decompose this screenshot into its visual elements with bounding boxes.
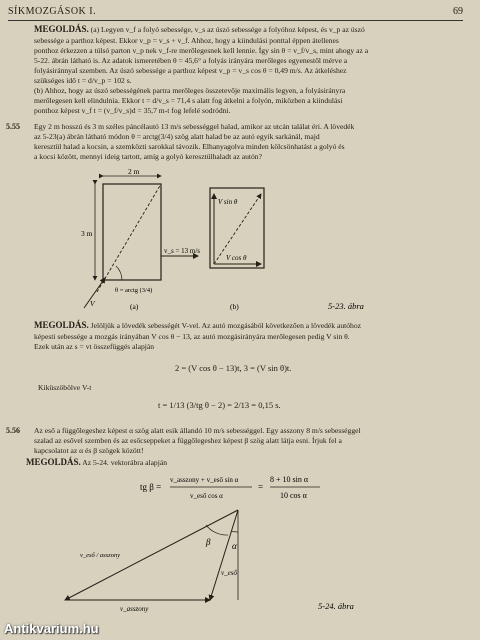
width-label: 2 m bbox=[128, 167, 140, 176]
eq-r-numerator: 8 + 10 sin α bbox=[270, 475, 309, 484]
solution1-line-8: ponthoz képest v_f t = (v_f/v_s)d = 35,7 m-t fog lefelé sodródni. bbox=[34, 106, 231, 115]
page-header bbox=[8, 6, 463, 21]
alpha-arc bbox=[231, 531, 238, 532]
page-number: 69 bbox=[453, 6, 463, 17]
problem-number-555: 5.55 bbox=[6, 122, 20, 131]
eq-numerator: v_asszony + v_eső sin α bbox=[170, 476, 239, 484]
velocity-label: v_s = 13 m/s bbox=[164, 247, 201, 255]
problem556-line-1: szalad az esővel szemben és az esőcseppeket a függőlegeshez képest β szög alatt látja esni. Írjuk fel a bbox=[34, 436, 342, 445]
eq-denominator: v_eső cos α bbox=[190, 492, 223, 500]
problem555-line-3: a kocsi között, mennyi ideig tartott, amíg a golyó keresztülhaladt az autón? bbox=[34, 152, 262, 161]
solution2-line-0: MEGOLDÁS. Jelöljük a lövedék sebességét V-vel. Az autó mozgásából következően a lövedék autóhoz bbox=[34, 320, 362, 330]
solution1-line-0: MEGOLDÁS. (a) Legyen v_f a folyó sebessége, v_s az úszó sebessége a folyóhoz képest, és v_p az úszó bbox=[34, 24, 365, 34]
problem556-line-0: Az eső a függőlegeshez képest α szög alatt esik állandó 10 m/s sebességgel. Egy asszony 8 m/s sebességgel bbox=[34, 426, 361, 435]
theta-label: θ = arctg (3/4) bbox=[115, 287, 153, 294]
equation-system: 2 = (V cos θ − 13)t, 3 = (V sin θ)t. bbox=[175, 363, 292, 373]
rain-arrow bbox=[210, 510, 238, 600]
label-beta: β bbox=[206, 537, 211, 547]
label-rain: v_eső bbox=[221, 569, 237, 577]
problem555-line-0: Egy 2 m hosszú és 3 m széles páncélautó 13 m/s sebességgel halad, amikor az utcán találat éri. A lövedék bbox=[34, 122, 355, 131]
problem555-line-1: az 5-23(a) ábrán látható módon θ = arctg(3/4) szög alatt halad be az autó egyik sarkánál, majd bbox=[34, 132, 320, 141]
chapter-title: SÍKMOZGÁSOK I. bbox=[8, 6, 97, 17]
figure-5-23-caption: 5-23. ábra bbox=[328, 301, 364, 311]
vsin-label: V sin θ bbox=[218, 198, 238, 206]
eliminate-text: Kiküszöbölve V-t bbox=[38, 383, 92, 392]
vcos-label: V cos θ bbox=[226, 254, 247, 262]
subfig-a-label: (a) bbox=[130, 302, 139, 311]
solution1-line-7: merőlegesen kell elindulnia. Ekkor t = d/v_s = 71,4 s alatt fog átkelni a folyón, miközben a kiindulási bbox=[34, 96, 343, 105]
label-alpha: α bbox=[232, 541, 237, 551]
label-rain-relative: v_eső / asszony bbox=[80, 552, 121, 559]
height-label: 3 m bbox=[81, 229, 93, 238]
solution3-line: MEGOLDÁS. Az 5-24. vektorábra alapján bbox=[26, 457, 168, 467]
problem555-line-2: keresztül halad a kocsin, a szemközti sarokkal távozik. Elhanyagolva minden kölcsönhatást a golyó és bbox=[34, 142, 345, 151]
problem-number-556: 5.56 bbox=[6, 426, 20, 435]
bullet-path-line bbox=[97, 184, 161, 292]
figure-5-24-caption: 5-24. ábra bbox=[318, 601, 354, 611]
theta-arc bbox=[116, 266, 122, 280]
eq-equals: = bbox=[258, 482, 264, 492]
solution2-line-1: képesti sebessége a mozgás irányában V cos θ − 13, az autó mozgásirányára merőlegesen pedig V sin θ. bbox=[34, 332, 350, 341]
solution2-line-2: Ezek után az s = vt összefüggés alapján bbox=[34, 342, 155, 351]
car-rectangle bbox=[103, 184, 161, 280]
subfig-b-label: (b) bbox=[230, 302, 239, 311]
figure-5-23 bbox=[60, 166, 440, 316]
solution1-line-1: sebessége a parthoz képest. Ekkor v_p = v_s + v_f. Ahhoz, hogy a kiindulási ponttal éppen átellenes bbox=[34, 36, 339, 45]
bullet-v-label: V bbox=[90, 299, 95, 308]
label-woman: v_asszony bbox=[120, 605, 149, 613]
watermark: Antikvarium.hu bbox=[4, 621, 99, 636]
solution1-line-3: 5-22. ábrán látható is. Az adatok ismeretében θ = 45,6° a folyás irányára merőleges egyenestől mérve a bbox=[34, 56, 348, 65]
solution1-line-2: ponthoz érkezzen a túlsó parton v_p nek v_f-re merőlegesnek kell lennie. Így sin θ = v_f/v_s, mint ahogy az a bbox=[34, 46, 369, 55]
problem556-line-2: kapcsolatot az α és β szögek között! bbox=[34, 446, 144, 455]
eq-r-denominator: 10 cos α bbox=[280, 491, 307, 500]
solution1-line-6: (b) Ahhoz, hogy az úszó sebességének partra merőleges összetevője maximális legyen, a folyásirányra bbox=[34, 86, 346, 95]
beta-arc bbox=[206, 525, 228, 535]
solution1-line-5: szükséges idő t = d/v_p = 102 s. bbox=[34, 76, 132, 85]
figure-5-24 bbox=[60, 505, 460, 615]
eq-left: tg β = bbox=[140, 482, 162, 492]
solution1-line-4: folyásiránnyal szemben. Az úszó sebessége a parthoz képest v_p = v_s cos θ = 0,49 m/s. Az átkeléshez bbox=[34, 66, 347, 75]
tan-beta-equation bbox=[140, 470, 340, 504]
time-equation: t = 1/13 (3/tg θ − 2) = 2/13 = 0,15 s. bbox=[158, 400, 281, 410]
